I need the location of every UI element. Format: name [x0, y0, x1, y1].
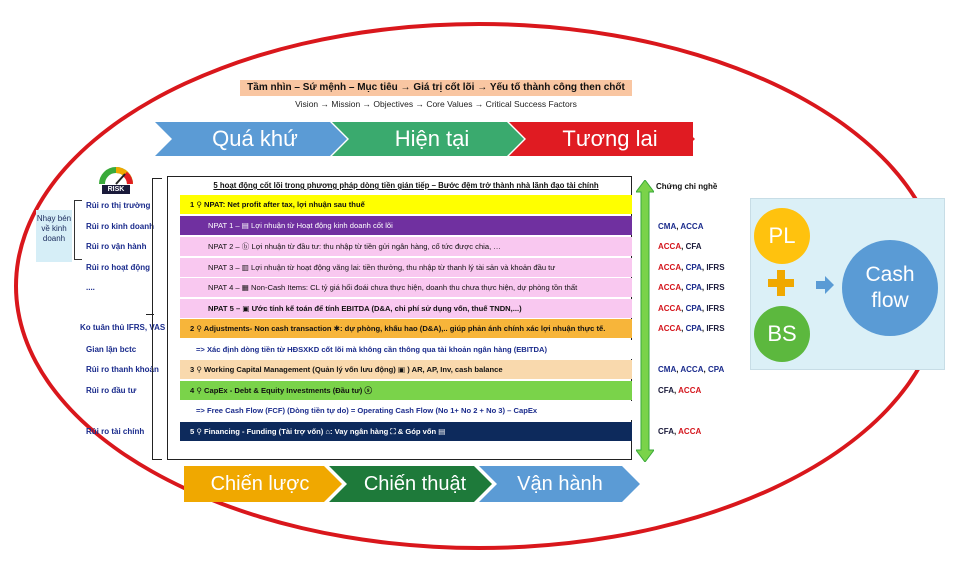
fcf-note: => Free Cash Flow (FCF) (Dòng tiền tự do) = Operating Cash Flow (No 1+ No 2 + No 3) – CapEx — [180, 401, 632, 420]
operation-label: Vận hành — [517, 472, 603, 495]
pl-circle: PL — [754, 208, 810, 264]
cert-row: ACCA, CPA, IFRS — [658, 304, 725, 313]
activity-row-3: 3 ⚲ Working Capital Management (Quản lý vốn lưu động) ▣ ) AR, AP, Inv, cash balance — [180, 360, 632, 379]
brace-tip — [146, 314, 154, 315]
risk-logo-text: RISK — [107, 186, 125, 193]
agile-label: Nhạy bén về kinh doanh — [36, 210, 72, 262]
vision-subtitle: Vision → Mission → Objectives → Core Values → Critical Success Factors — [295, 99, 577, 109]
cert-row: ACCA, CPA, IFRS — [658, 263, 725, 272]
cert-row: ACCA, CPA, IFRS — [658, 324, 725, 333]
main-title: 5 hoạt động cốt lõi trong phương pháp dòng tiền gián tiếp – Bước đệm trở thành nhà lãnh đạo tài chính — [213, 181, 599, 190]
left-bracket — [74, 200, 82, 260]
risk-item: Rủi ro thanh khoản — [86, 365, 159, 374]
activity-row-2: 2 ⚲ Adjustments- Non cash transaction ✱: dự phòng, khấu hao (D&A),.. giúp phản ánh chính xác lợi nhuận thực tế. — [180, 319, 632, 338]
cert-row: CFA, ACCA — [658, 386, 702, 395]
npat-row-4: NPAT 4 – ▦ Non-Cash Items: CL tỷ giá hối đoái chưa thực hiện, doanh thu chưa thực hiện, dự phòng tồn thất — [180, 278, 632, 297]
risk-item: Gian lận bctc — [86, 345, 137, 354]
vision-bar: Tầm nhìn – Sứ mệnh – Mục tiêu → Giá trị cốt lõi → Yếu tố thành công then chốt — [240, 80, 632, 96]
risk-item: Rủi ro đầu tư — [86, 386, 137, 395]
arrow-right-icon — [816, 276, 834, 294]
activity-row-1: 1 ⚲ NPAT: Net profit after tax, lợi nhuận sau thuế — [180, 195, 632, 214]
risk-item: .... — [86, 283, 95, 292]
cert-row: CFA, ACCA — [658, 427, 702, 436]
risk-item: Rủi ro thị trường — [86, 201, 151, 210]
risk-item: Rủi ro vận hành — [86, 242, 147, 251]
risk-item: Rủi ro kinh doanh — [86, 222, 154, 231]
vertical-double-arrow — [636, 180, 654, 462]
npat-row-1: NPAT 1 – ▤ Lợi nhuận từ Hoạt động kinh doanh cốt lõi — [180, 216, 632, 235]
cert-row: CMA, ACCA — [658, 222, 704, 231]
plus-icon — [766, 268, 796, 298]
npat-row-3: NPAT 3 – ▥ Lợi nhuận từ hoạt động vãng lai: tiền thưởng, thu nhập từ thanh lý tài sản và khoản đầu tư — [180, 258, 632, 277]
npat-row-5: NPAT 5 – ▣ Ước tính kế toán để tính EBITDA (D&A, chi phí sử dụng vốn, thuế TNDN,...) — [180, 299, 632, 318]
main-brace — [152, 178, 162, 460]
bs-circle: BS — [754, 306, 810, 362]
cert-heading: Chứng chỉ nghề — [656, 182, 718, 191]
cert-row: CMA, ACCA, CPA — [658, 365, 725, 374]
tactic-label: Chiến thuật — [363, 472, 467, 495]
cashflow-circle: Cash flow — [842, 240, 938, 336]
past-label: Quá khứ — [212, 126, 298, 151]
risk-item: Ko tuân thủ IFRS, VAS — [80, 323, 166, 332]
present-label: Hiện tại — [394, 126, 470, 151]
npat-row-2: NPAT 2 – ⓑ Lợi nhuận từ đầu tư: thu nhập từ tiền gửi ngân hàng, cổ tức được chia, … — [180, 237, 632, 256]
future-label: Tương lai — [562, 126, 658, 151]
risk-item: Rủi ro hoạt động — [86, 263, 150, 272]
activity-row-4: 4 ⚲ CapEx - Debt & Equity Investments (Đầu tư) ⓢ — [180, 381, 632, 400]
risk-item: Rủi ro tài chính — [86, 427, 145, 436]
activity-row-5: 5 ⚲ Financing - Funding (Tài trợ vốn) ⌂: Vay ngân hàng ⛶ & Góp vốn ▤ — [180, 422, 632, 441]
strategy-label: Chiến lược — [210, 472, 310, 495]
cert-row: ACCA, CFA — [658, 242, 702, 251]
cert-row: ACCA, CPA, IFRS — [658, 283, 725, 292]
ebitda-note: => Xác định dòng tiền từ HĐSXKD cốt lõi mà không cần thông qua tài khoản ngân hàng (EBITDA) — [180, 340, 632, 359]
